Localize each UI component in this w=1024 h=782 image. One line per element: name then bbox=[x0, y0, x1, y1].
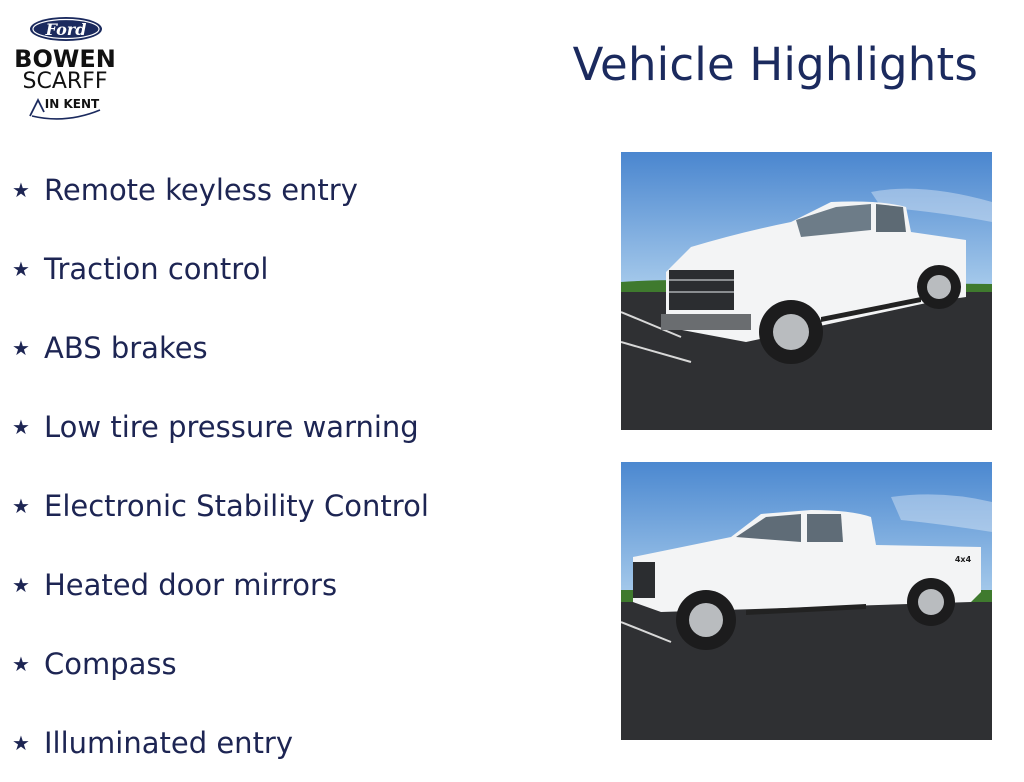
feature-item bbox=[12, 229, 429, 308]
star-icon: ★ bbox=[12, 414, 30, 439]
star-icon: ★ bbox=[12, 177, 30, 202]
logo-line-bowen: BOWEN bbox=[14, 45, 116, 73]
feature-label: Illuminated entry bbox=[44, 725, 294, 760]
feature-item bbox=[12, 150, 429, 229]
star-icon: ★ bbox=[12, 572, 30, 597]
dealer-logo bbox=[10, 16, 122, 120]
bed-badge-text: 4x4 bbox=[954, 555, 972, 564]
feature-item bbox=[12, 703, 429, 782]
feature-item bbox=[12, 387, 429, 466]
star-icon: ★ bbox=[12, 256, 30, 281]
feature-label: Remote keyless entry bbox=[44, 172, 358, 207]
logo-line-scarff: SCARFF bbox=[22, 69, 108, 94]
feature-item bbox=[12, 308, 429, 387]
star-icon: ★ bbox=[12, 335, 30, 360]
star-icon: ★ bbox=[12, 651, 30, 676]
feature-item bbox=[12, 545, 429, 624]
feature-label: Traction control bbox=[44, 251, 269, 286]
feature-label: Heated door mirrors bbox=[44, 567, 338, 602]
feature-label: ABS brakes bbox=[44, 330, 208, 365]
page-title: Vehicle Highlights bbox=[572, 38, 978, 91]
star-icon: ★ bbox=[12, 493, 30, 518]
features-list bbox=[12, 150, 429, 782]
feature-label: Compass bbox=[44, 646, 177, 681]
logo-line-in-kent: IN KENT bbox=[44, 97, 100, 111]
truck-side-profile-photo bbox=[621, 462, 992, 740]
feature-label: Electronic Stability Control bbox=[44, 488, 429, 523]
feature-item bbox=[12, 466, 429, 545]
truck-front-three-quarter-photo bbox=[621, 152, 992, 430]
feature-item bbox=[12, 624, 429, 703]
star-icon: ★ bbox=[12, 730, 30, 755]
feature-label: Low tire pressure warning bbox=[44, 409, 419, 444]
ford-oval-text: Ford bbox=[45, 20, 87, 39]
